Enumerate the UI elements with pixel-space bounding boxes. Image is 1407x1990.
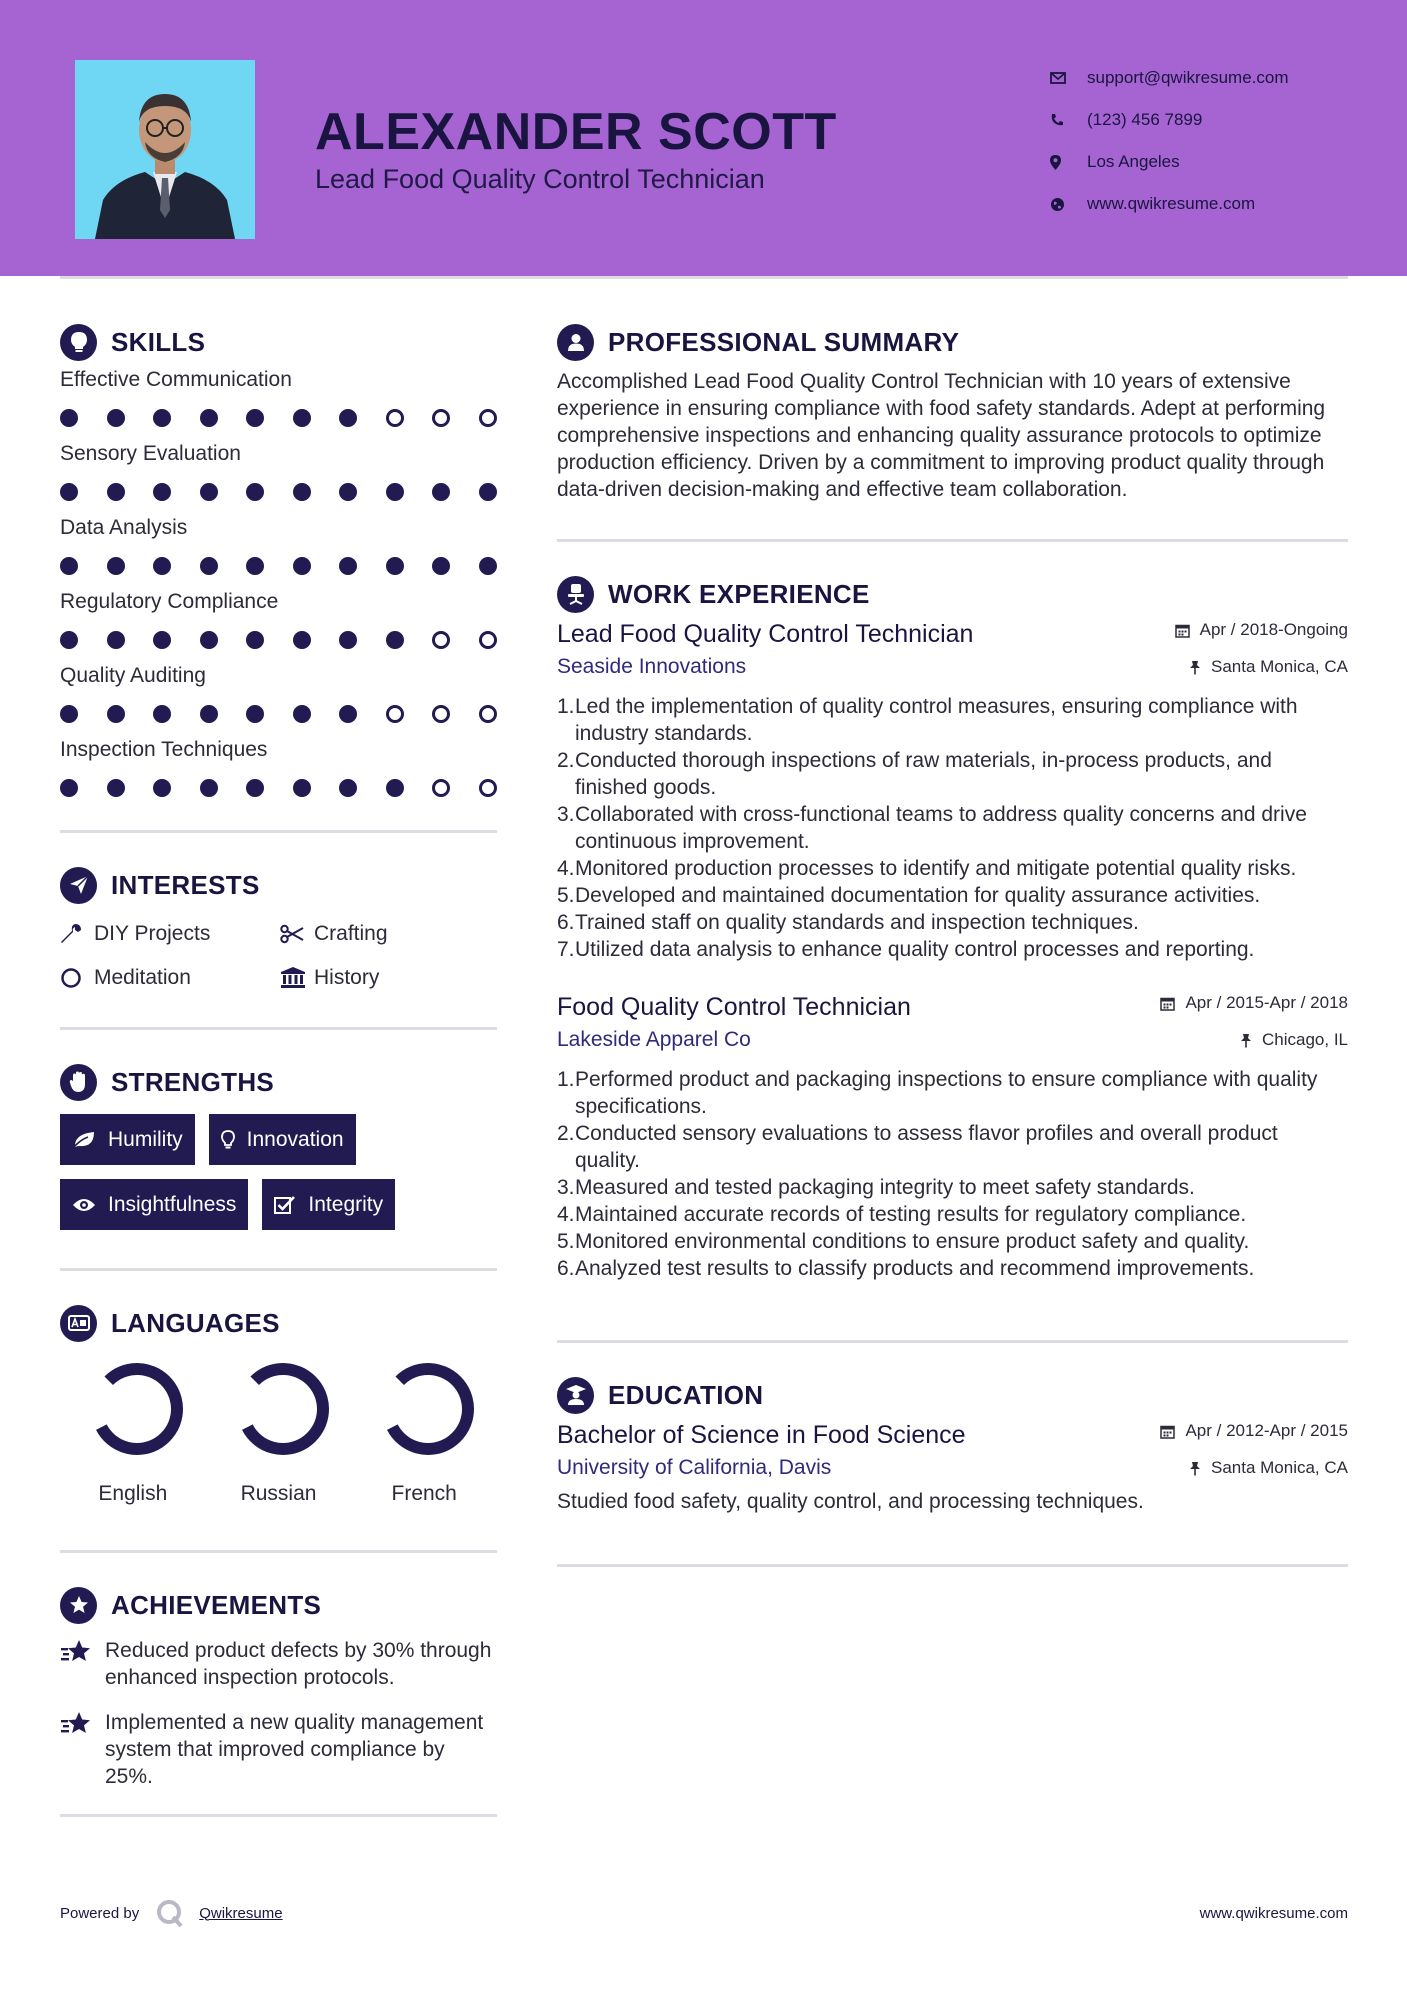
rating-dot-filled: [60, 557, 78, 575]
contact-email-text: support@qwikresume.com: [1087, 68, 1289, 87]
calendar-icon: [1175, 623, 1190, 638]
eye-icon: [72, 1197, 96, 1213]
map-pin-icon: [1050, 155, 1087, 170]
pushpin-icon: [1189, 660, 1201, 675]
candidate-name: ALEXANDER SCOTT: [315, 103, 837, 161]
job-bullet: [557, 882, 1348, 909]
paper-plane-icon: [60, 867, 97, 904]
rating-dot-filled: [60, 705, 78, 723]
strength-badge: [262, 1179, 395, 1230]
office-chair-icon: [557, 576, 594, 613]
lightbulb-icon: [60, 324, 97, 361]
header-divider: [60, 276, 1348, 279]
envelope-icon: [1050, 72, 1087, 84]
pushpin-icon: [1189, 1461, 1201, 1476]
bullet-text: Monitored production processes to identify and mitigate potential quality risks.: [575, 857, 1297, 880]
globe-icon: [1050, 197, 1087, 212]
bullet-text: Trained staff on quality standards and inspection techniques.: [575, 911, 1139, 934]
job-dates: [1175, 620, 1348, 640]
hand-icon: [60, 1064, 97, 1101]
rating-dot-filled: [107, 483, 125, 501]
education-dates: [1160, 1421, 1348, 1441]
achievements-list: [60, 1637, 497, 1790]
strength-badge: [60, 1114, 195, 1165]
bullet-text: Performed product and packaging inspections to ensure compliance with quality specifications.: [575, 1068, 1318, 1118]
strength-label: Humility: [108, 1127, 183, 1151]
language-ring: [378, 1359, 478, 1459]
rating-dot-filled: [153, 779, 171, 797]
job-title: Food Quality Control Technician: [557, 993, 911, 1021]
contact-email[interactable]: [1050, 57, 1289, 99]
strength-badge: [209, 1114, 356, 1165]
rating-dot-filled: [339, 483, 357, 501]
rating-dot-filled: [293, 779, 311, 797]
bullet-text: Conducted thorough inspections of raw materials, in-process products, and finished goods.: [575, 749, 1272, 799]
job-location-text: Chicago, IL: [1262, 1030, 1348, 1049]
bullet-text: Collaborated with cross-functional teams to address quality concerns and drive continuous improvement.: [575, 803, 1307, 853]
interests-heading: [60, 863, 497, 907]
bullet-number: 2.: [557, 1122, 575, 1145]
bullet-number: 3.: [557, 1176, 575, 1199]
strengths-list: [60, 1114, 497, 1230]
contact-phone[interactable]: [1050, 99, 1289, 141]
rating-dot-filled: [200, 705, 218, 723]
user-icon: [557, 324, 594, 361]
profile-photo: [75, 60, 255, 239]
brand-link[interactable]: Qwikresume: [199, 1904, 283, 1922]
skill-rating: [60, 546, 497, 586]
rating-dot-empty: [432, 409, 450, 427]
interest-item: [60, 919, 280, 949]
rating-dot-filled: [60, 779, 78, 797]
bullet-text: Conducted sensory evaluations to assess flavor profiles and overall product quality.: [575, 1122, 1278, 1172]
interest-label: DIY Projects: [94, 922, 211, 945]
strengths-heading: [60, 1060, 497, 1104]
education-degree: Bachelor of Science in Food Science: [557, 1421, 966, 1449]
rating-dot-filled: [246, 557, 264, 575]
language-label: French: [391, 1482, 457, 1505]
job-bullet: [557, 936, 1348, 963]
powered-by-label: Powered by: [60, 1904, 140, 1922]
rating-dot-filled: [246, 779, 264, 797]
rating-dot-filled: [386, 483, 404, 501]
job-bullets: [557, 693, 1348, 963]
job-entry: [557, 620, 1348, 963]
wrench-icon: [60, 923, 94, 945]
education-heading-label: EDUCATION: [608, 1379, 764, 1410]
skill-name: Inspection Techniques: [60, 738, 268, 761]
bullet-number: 2.: [557, 749, 575, 772]
bullet-text: Maintained accurate records of testing results for regulatory compliance.: [575, 1203, 1247, 1226]
qwikresume-logo-icon: [155, 1898, 185, 1928]
job-bullet: [557, 1174, 1348, 1201]
rating-dot-filled: [107, 631, 125, 649]
language-item: [351, 1359, 497, 1506]
skill-name: Sensory Evaluation: [60, 442, 241, 465]
rating-dot-filled: [200, 557, 218, 575]
rating-dot-filled: [107, 557, 125, 575]
job-bullet: [557, 1255, 1348, 1282]
rating-dot-filled: [107, 409, 125, 427]
rating-dot-filled: [107, 779, 125, 797]
job-bullet: [557, 693, 1348, 747]
rating-dot-filled: [339, 557, 357, 575]
leaf-icon: [72, 1131, 96, 1149]
language-ring: [233, 1359, 333, 1459]
interest-label: Crafting: [314, 922, 388, 945]
graduate-icon: [557, 1377, 594, 1414]
rating-dot-filled: [60, 409, 78, 427]
language-level-arc: [247, 1369, 323, 1449]
job-location: [1240, 1030, 1348, 1050]
skill-name: Regulatory Compliance: [60, 590, 279, 613]
job-bullet: [557, 801, 1348, 855]
job-bullet: [557, 1120, 1348, 1174]
rating-dot-filled: [432, 557, 450, 575]
rating-dot-filled: [153, 483, 171, 501]
language-level-arc: [393, 1369, 469, 1449]
language-card-icon: [60, 1305, 97, 1342]
skills-heading-label: SKILLS: [111, 326, 206, 357]
strength-label: Integrity: [308, 1192, 384, 1216]
skill-rating: [60, 620, 497, 660]
rating-dot-empty: [479, 409, 497, 427]
education-description: Studied food safety, quality control, and processing techniques.: [557, 1490, 1144, 1513]
bullet-text: Developed and maintained documentation for quality assurance activities.: [575, 884, 1261, 907]
rating-dot-filled: [60, 631, 78, 649]
education-dates-text: Apr / 2012-Apr / 2015: [1185, 1421, 1348, 1440]
strengths-heading-label: STRENGTHS: [111, 1066, 275, 1097]
strength-label: Insightfulness: [108, 1192, 237, 1216]
job-location-text: Santa Monica, CA: [1210, 657, 1348, 676]
bullet-number: 7.: [557, 938, 575, 961]
contact-website[interactable]: [1050, 183, 1289, 225]
education-school: University of California, Davis: [557, 1456, 832, 1479]
bullet-text: Monitored environmental conditions to ensure product safety and quality.: [575, 1230, 1250, 1253]
rating-dot-empty: [479, 705, 497, 723]
rating-dot-filled: [200, 779, 218, 797]
contact-location-text: Los Angeles: [1087, 152, 1180, 171]
contact-location: [1050, 141, 1289, 183]
languages-heading-label: LANGUAGES: [111, 1307, 280, 1338]
rating-dot-filled: [479, 483, 497, 501]
rating-dot-filled: [153, 557, 171, 575]
job-dates: [1160, 993, 1348, 1013]
strength-label: Innovation: [246, 1127, 344, 1151]
rating-dot-empty: [386, 409, 404, 427]
resume-header: [0, 0, 1407, 276]
section-divider: [557, 1564, 1348, 1567]
check-square-icon: [274, 1195, 296, 1215]
interest-label: Meditation: [94, 966, 191, 989]
job-entry: [557, 993, 1348, 1282]
rating-dot-filled: [339, 631, 357, 649]
language-label: English: [98, 1482, 168, 1505]
job-company: Lakeside Apparel Co: [557, 1028, 751, 1051]
rating-dot-filled: [432, 483, 450, 501]
bullet-number: 1.: [557, 1068, 575, 1091]
rating-dot-filled: [246, 705, 264, 723]
achievement-text: Implemented a new quality management system that improved compliance by 25%.: [105, 1711, 484, 1788]
rating-dot-filled: [386, 779, 404, 797]
strength-badge: [60, 1179, 248, 1230]
bullet-number: 4.: [557, 1203, 575, 1226]
section-divider: [557, 1340, 1348, 1343]
rating-dot-filled: [293, 631, 311, 649]
skill-rating: [60, 398, 497, 438]
bullet-number: 3.: [557, 803, 575, 826]
star-icon: [60, 1637, 105, 1691]
skills-heading: [60, 320, 497, 364]
rating-dot-filled: [339, 779, 357, 797]
section-divider: [557, 539, 1348, 542]
language-item: [206, 1359, 352, 1506]
bullet-number: 6.: [557, 1257, 575, 1280]
bullet-text: Measured and tested packaging integrity to meet safety standards.: [575, 1176, 1195, 1199]
contact-website-text: www.qwikresume.com: [1087, 194, 1256, 213]
rating-dot-filled: [339, 409, 357, 427]
rating-dot-filled: [200, 631, 218, 649]
job-location: [1189, 657, 1348, 677]
language-ring: [87, 1359, 187, 1459]
skill-rating: [60, 694, 497, 734]
work-heading-label: WORK EXPERIENCE: [608, 578, 870, 609]
footer-url[interactable]: www.qwikresume.com: [1199, 1905, 1348, 1922]
rating-dot-filled: [200, 409, 218, 427]
skill-rating: [60, 768, 497, 808]
candidate-title: Lead Food Quality Control Technician: [315, 164, 765, 194]
bullet-number: 1.: [557, 695, 575, 718]
work-heading: [557, 572, 1348, 616]
language-label: Russian: [240, 1482, 317, 1505]
museum-icon: [280, 967, 314, 989]
skill-name: Effective Communication: [60, 368, 292, 391]
job-bullet: [557, 855, 1348, 882]
summary-heading: [557, 320, 1348, 364]
achievements-heading-label: ACHIEVEMENTS: [111, 1589, 322, 1620]
job-bullet: [557, 1201, 1348, 1228]
rating-dot-empty: [479, 779, 497, 797]
languages-heading: [60, 1301, 497, 1345]
interests-heading-label: INTERESTS: [111, 869, 260, 900]
rating-dot-filled: [246, 631, 264, 649]
footer-powered-by: [60, 1898, 283, 1928]
rating-dot-filled: [107, 705, 125, 723]
rating-dot-filled: [386, 631, 404, 649]
achievement-item: [60, 1709, 497, 1790]
job-dates-text: Apr / 2015-Apr / 2018: [1185, 993, 1348, 1012]
calendar-icon: [1160, 996, 1175, 1011]
rating-dot-filled: [60, 483, 78, 501]
bullet-number: 6.: [557, 911, 575, 934]
job-bullet: [557, 909, 1348, 936]
contact-phone-text: (123) 456 7899: [1087, 110, 1203, 129]
skills-list: [60, 368, 497, 808]
lightbulb-icon: [221, 1130, 235, 1150]
job-dates-text: Apr / 2018-Ongoing: [1199, 620, 1348, 639]
bullet-text: Led the implementation of quality control measures, ensuring compliance with industry standards.: [575, 695, 1298, 745]
section-divider: [60, 1814, 497, 1817]
rating-dot-filled: [293, 557, 311, 575]
job-company: Seaside Innovations: [557, 655, 747, 678]
calendar-icon: [1160, 1424, 1175, 1439]
rating-dot-empty: [386, 705, 404, 723]
job-bullet: [557, 1228, 1348, 1255]
rating-dot-filled: [153, 409, 171, 427]
rating-dot-filled: [246, 409, 264, 427]
rating-dot-filled: [339, 705, 357, 723]
interests-list: [60, 919, 497, 993]
skill-rating: [60, 472, 497, 512]
rating-dot-empty: [432, 705, 450, 723]
bullet-text: Analyzed test results to classify products and recommend improvements.: [575, 1257, 1255, 1280]
section-divider: [60, 830, 497, 833]
rating-dot-filled: [153, 705, 171, 723]
education-location: [1189, 1458, 1348, 1478]
rating-dot-filled: [293, 409, 311, 427]
scissors-icon: [280, 924, 314, 944]
interest-label: History: [314, 966, 380, 989]
education-heading: [557, 1373, 1348, 1417]
education-location-text: Santa Monica, CA: [1210, 1458, 1348, 1477]
bullet-text: Utilized data analysis to enhance quality control processes and reporting.: [575, 938, 1255, 961]
achievement-item: [60, 1637, 497, 1691]
right-column: [557, 320, 1348, 1567]
achievement-text: Reduced product defects by 30% through enhanced inspection protocols.: [105, 1639, 492, 1689]
rating-dot-empty: [479, 631, 497, 649]
languages-list: [60, 1359, 497, 1506]
rating-dot-filled: [153, 631, 171, 649]
skill-name: Data Analysis: [60, 516, 188, 539]
jobs-list: [557, 620, 1348, 1282]
interest-item: [280, 963, 497, 993]
summary-heading-label: PROFESSIONAL SUMMARY: [608, 326, 960, 357]
education-entry: [557, 1421, 1348, 1514]
star-badge-icon: [60, 1587, 97, 1624]
left-column: [60, 320, 497, 1817]
star-icon: [60, 1709, 105, 1790]
language-item: [60, 1359, 206, 1506]
job-bullet: [557, 1066, 1348, 1120]
rating-dot-empty: [432, 779, 450, 797]
circle-icon: [60, 967, 94, 989]
rating-dot-filled: [386, 557, 404, 575]
rating-dot-filled: [479, 557, 497, 575]
phone-icon: [1050, 113, 1087, 127]
interest-item: [280, 919, 497, 949]
rating-dot-filled: [246, 483, 264, 501]
language-level-arc: [101, 1369, 177, 1449]
job-title: Lead Food Quality Control Technician: [557, 620, 974, 648]
job-bullets: [557, 1066, 1348, 1282]
pushpin-icon: [1240, 1033, 1252, 1048]
rating-dot-filled: [200, 483, 218, 501]
section-divider: [60, 1268, 497, 1271]
contact-list: [1050, 57, 1289, 225]
bullet-number: 5.: [557, 884, 575, 907]
rating-dot-filled: [293, 483, 311, 501]
summary-text: Accomplished Lead Food Quality Control Technician with 10 years of extensive experience in ensuring compliance with food safety standards. Adept at performing comprehensive inspections and enhancing quality assurance protocols to optimize production efficiency. Driven by a commitment to improving product quality through data-driven decision-making and effective team collaboration.: [557, 370, 1326, 501]
interest-item: [60, 963, 280, 993]
skill-name: Quality Auditing: [60, 664, 206, 687]
bullet-number: 5.: [557, 1230, 575, 1253]
bullet-number: 4.: [557, 857, 575, 880]
rating-dot-empty: [432, 631, 450, 649]
section-divider: [60, 1027, 497, 1030]
job-bullet: [557, 747, 1348, 801]
achievements-heading: [60, 1583, 497, 1627]
rating-dot-filled: [293, 705, 311, 723]
section-divider: [60, 1550, 497, 1553]
